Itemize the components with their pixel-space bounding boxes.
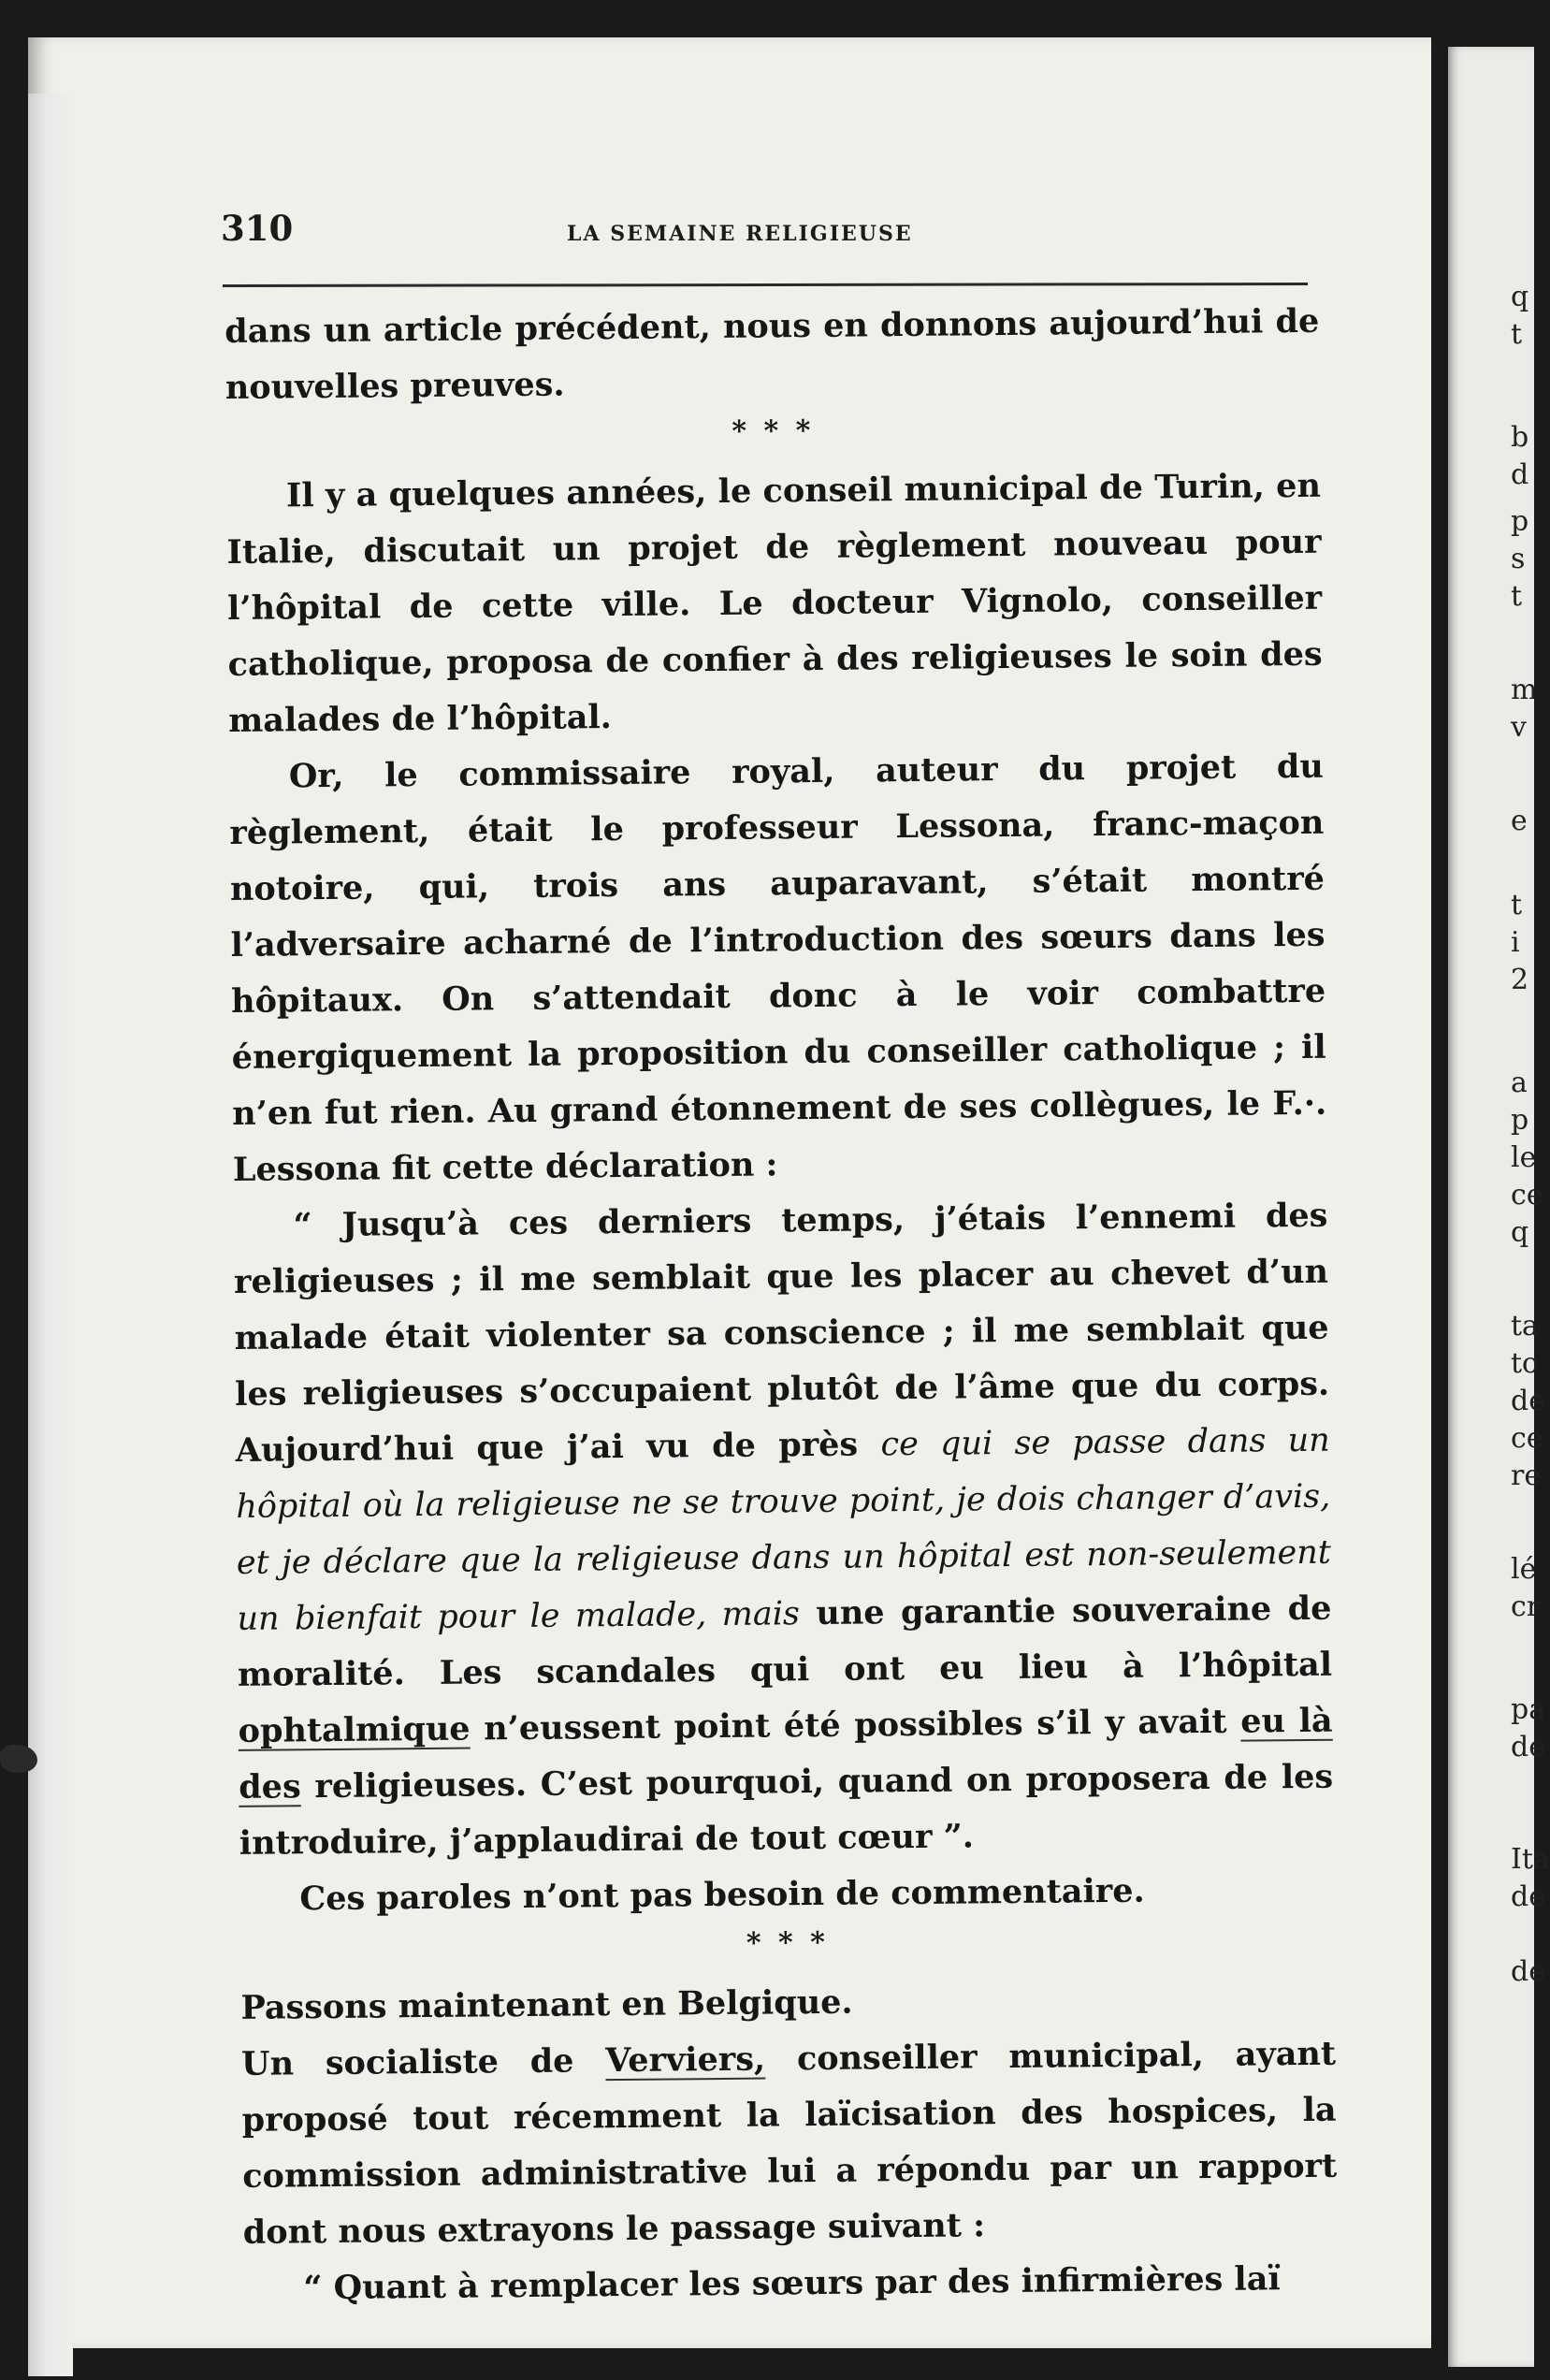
facing-page-fragment: i	[1511, 926, 1520, 959]
facing-page-fragment: v	[1511, 711, 1527, 744]
facing-page-fragment: de	[1511, 1385, 1545, 1417]
quote-text-mid: une garantie souveraine de moralité. Les scandales qui ont eu lieu à l’hôpital	[237, 1589, 1333, 1694]
facing-page-fragment: ce	[1511, 1179, 1543, 1212]
paragraph-6: Passons maintenant en Belgique.	[240, 1982, 853, 2027]
p7-end: conseiller municipal, ayant proposé tout récemment la laïcisation des hospices, la commission administrative lui a répondu par un rapport dont nous extrayons le passage suivant :	[241, 2034, 1338, 2252]
paragraph-8: “ Quant à remplacer les sœurs par des infirmières laï	[303, 2259, 1281, 2308]
quote-text-mid2: n’eussent point été possibles s’il y avait	[470, 1702, 1241, 1749]
facing-page-fragment: 2	[1511, 964, 1529, 996]
facing-page-fragment: m	[1511, 674, 1538, 706]
facing-page-fragment: to	[1511, 1347, 1540, 1380]
quote-text-start: “ Jusqu’à ces derniers temps, j’étais l’ennemi des religieuses ; il me semblait que les placer au chevet d’un malade était violenter sa conscience ; il me semblait que les religieuses s’occupaient plutôt de l’âme que du corps. Aujourd’hui que j’ai vu de près	[233, 1196, 1330, 1470]
article-body	[225, 294, 1339, 2317]
facing-page-fragment: t	[1511, 889, 1523, 922]
facing-page-fragment: d	[1511, 458, 1529, 491]
asterism-divider: * * *	[732, 414, 815, 448]
asterism-divider: * * *	[746, 1925, 829, 1960]
paragraph-quote	[233, 1188, 1334, 1872]
facing-page-fragment: de	[1511, 1880, 1545, 1913]
page-number: 310	[221, 208, 294, 249]
paragraph-7	[241, 2026, 1338, 2261]
quote-text-end: religieuses. C’est pourquoi, quand on proposera de les introduire, j’applaudirai de tout cœur ”.	[239, 1757, 1334, 1863]
facing-page-fragment: q	[1511, 1216, 1529, 1249]
facing-page-fragment: re	[1511, 1459, 1542, 1492]
facing-page-fragment: pa	[1511, 1693, 1546, 1726]
pencil-underline-verviers: Verviers,	[605, 2039, 766, 2081]
facing-page-fragment: de	[1511, 1731, 1545, 1763]
facing-page-fragment: Ita	[1511, 1843, 1550, 1876]
page-gutter-shadow	[28, 94, 73, 2376]
facing-page-fragment: lé	[1511, 1553, 1537, 1586]
facing-page-fragment: p	[1511, 1104, 1529, 1137]
page-header	[221, 208, 1306, 249]
facing-page-fragment: a	[1511, 1067, 1528, 1099]
facing-page-fragment: ce	[1511, 1422, 1543, 1455]
running-title: LA SEMAINE RELIGIEUSE	[567, 222, 913, 246]
facing-page-fragment: b	[1511, 421, 1529, 454]
facing-page-fragment: cr	[1511, 1590, 1541, 1623]
facing-page-fragment: t	[1511, 318, 1523, 351]
facing-page-fragment: de	[1511, 1955, 1545, 1988]
quote-italic-text: ce qui se passe dans un hôpital où la religieuse ne se trouve point, je dois changer d’avis, et je déclare que la religieuse dans un hôpital est non-seulement un bienfait pour le malade, mais	[236, 1421, 1332, 1638]
paragraph-1: dans un article précédent, nous en donnons aujourd’hui de nouvelles preuves.	[225, 301, 1320, 407]
pencil-underline-eu-la-des: eu là des	[239, 1701, 1333, 1807]
ink-blot	[0, 1745, 37, 1773]
facing-page-fragment: s	[1511, 543, 1526, 575]
paragraph-5: Ces paroles n’ont pas besoin de commentaire.	[299, 1871, 1145, 1919]
facing-page-fragment: le	[1511, 1141, 1537, 1174]
paragraph-2: Il y a quelques années, le conseil municipal de Turin, en Italie, discutait un projet de règlement nouveau pour l’hôpital de cette ville. Le docteur Vignolo, conseiller catholique, proposa de confier à des religieuses le soin des malades de l’hôpital.	[226, 466, 1323, 740]
paragraph-3: Or, le commissaire royal, auteur du projet du règlement, était le professeur Lessona, franc-maçon notoire, qui, trois ans auparavant, s’était montré l’adversaire acharné de l’introduction des sœurs dans les hôpitaux. On s’attendait donc à le voir combattre énergiquement la proposition du conseiller catholique ; il n’en fut rien. Au grand étonnement de ses collègues, le F.·. Lessona fit cette déclaration :	[229, 747, 1327, 1189]
pencil-underline-ophtalmique: ophtalmique	[238, 1709, 471, 1750]
facing-page-fragment: e	[1511, 805, 1528, 837]
facing-page-fragment: p	[1511, 505, 1529, 538]
p7-start: Un socialiste de	[240, 2041, 606, 2083]
facing-page-fragment: ta	[1511, 1310, 1539, 1342]
facing-page-fragment: q	[1511, 281, 1529, 313]
facing-page-fragment: t	[1511, 580, 1523, 613]
